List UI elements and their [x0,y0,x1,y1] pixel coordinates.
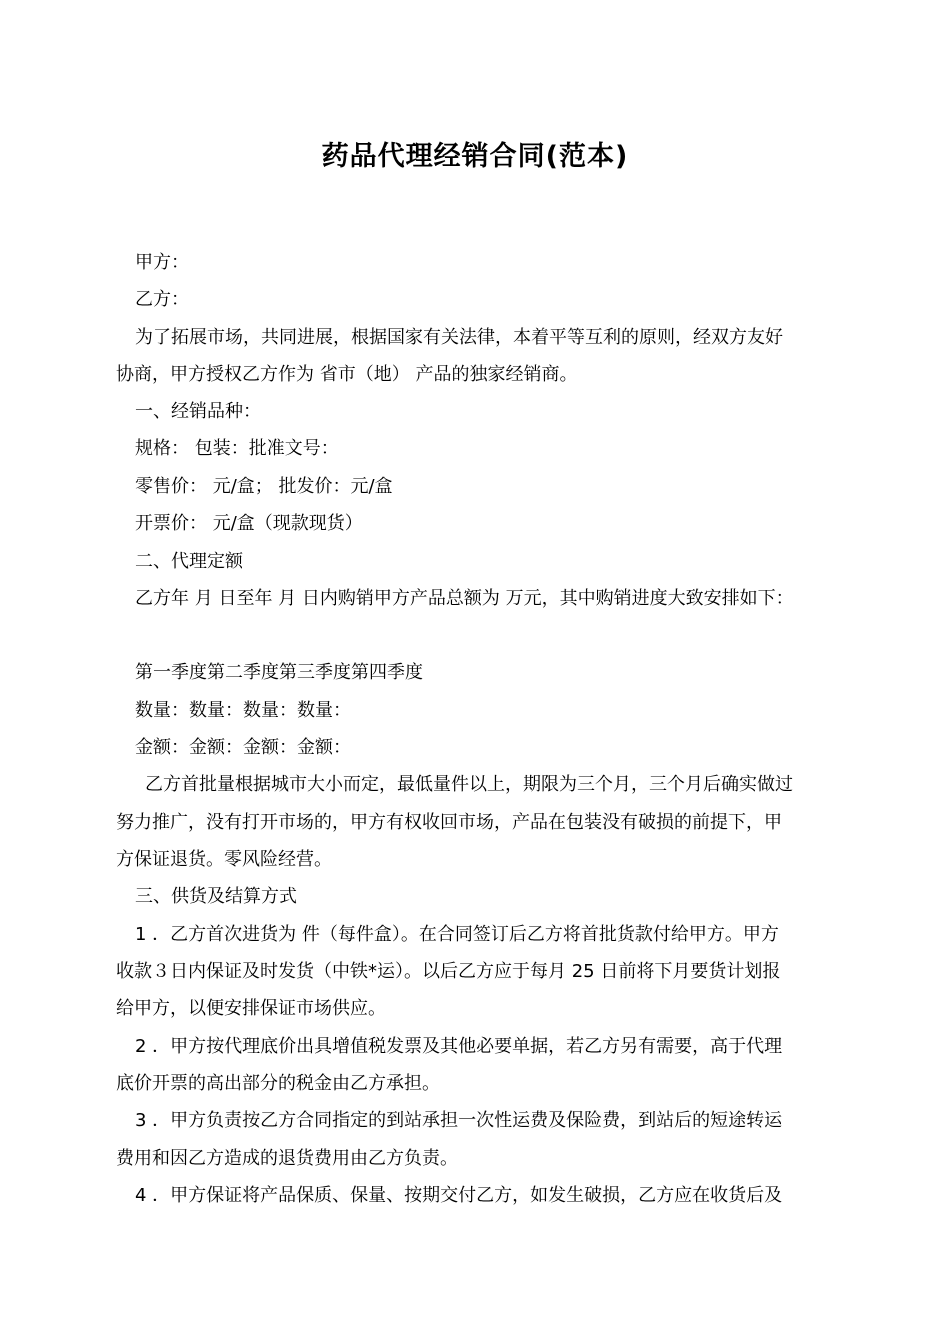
party-a-line: 甲方： [135,252,189,273]
first-batch-line-2: 努力推广，没有打开市场的，甲方有权收回市场，产品在包装没有破损的前提下，甲 [116,812,782,833]
quarters-line: 第一季度第二季度第三季度第四季度 [135,662,423,683]
party-b-line: 乙方： [135,289,189,310]
clause-3-line-2: 费用和因乙方造成的退货费用由乙方负责。 [116,1148,458,1169]
amount-line: 金额：金额：金额：金额： [135,737,351,758]
clause-1-line-3: 给甲方，以便安排保证市场供应。 [116,998,386,1019]
clause-1-line-1: 1 ．乙方首次进货为 件（每件盒）。在合同签订后乙方将首批货款付给甲方。甲方 [135,924,779,945]
retail-price-line: 零售价： 元/盒； 批发价：元/盒 [135,476,393,497]
document-title: 药品代理经销合同(范本) [321,141,629,172]
clause-2-line-2: 底价开票的高出部分的税金由乙方承担。 [116,1073,440,1094]
clause-2-line-1: 2 ．甲方按代理底价出具增值税发票及其他必要单据，若乙方另有需要，高于代理 [135,1036,783,1057]
spec-line: 规格： 包装：批准文号： [135,438,339,459]
invoice-price-line: 开票价： 元/盒（现款现货） [135,513,363,534]
first-batch-line-1: 乙方首批量根据城市大小而定，最低量件以上，期限为三个月，三个月后确实做过 [145,774,793,795]
clause-1-line-2: 收款３日内保证及时发货（中铁*运）。以后乙方应于每月 25 日前将下月要货计划报 [116,961,781,982]
quantity-line: 数量：数量：数量：数量： [135,700,351,721]
section-1-heading: 一、经销品种： [135,401,261,422]
first-batch-line-3: 方保证退货。零风险经营。 [116,849,332,870]
section-2-heading: 二、代理定额 [135,551,243,572]
clause-4-line-1: 4 ．甲方保证将产品保质、保量、按期交付乙方，如发生破损，乙方应在收货后及 [135,1185,783,1206]
quota-line: 乙方年 月 日至年 月 日内购销甲方产品总额为 万元，其中购销进度大致安排如下： [135,588,794,609]
preamble-line-2: 协商，甲方授权乙方作为 省市（地） 产品的独家经销商。 [116,364,578,385]
section-3-heading: 三、供货及结算方式 [135,886,297,907]
clause-3-line-1: 3 ．甲方负责按乙方合同指定的到站承担一次性运费及保险费，到站后的短途转运 [135,1110,783,1131]
preamble-line-1: 为了拓展市场，共同进展，根据国家有关法律，本着平等互利的原则，经双方友好 [135,327,783,348]
